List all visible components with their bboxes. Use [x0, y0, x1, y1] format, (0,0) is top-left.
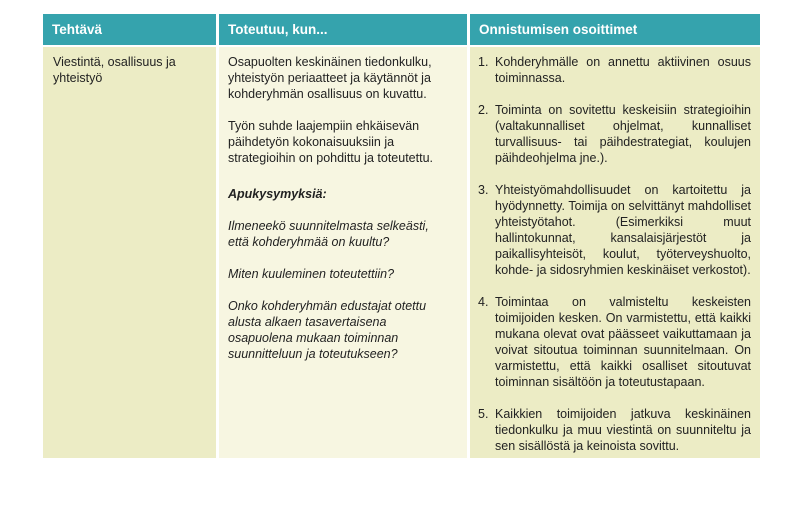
indicator-number: 3. — [478, 183, 489, 197]
indicator-item — [478, 102, 751, 166]
indicators-list — [478, 54, 751, 454]
help-question-2: Miten kuuleminen toteutettiin? — [228, 267, 395, 281]
indicator-number: 2. — [478, 103, 489, 117]
header-task: Tehtävä — [43, 14, 216, 45]
indicator-number: 4. — [478, 295, 489, 309]
indicators-column — [470, 14, 760, 458]
realized-column — [219, 14, 467, 458]
indicator-item — [478, 54, 751, 86]
indicator-item — [478, 182, 751, 278]
task-column — [43, 14, 216, 458]
task-text: Viestintä, osallisuus ja yhteistyö — [53, 55, 176, 85]
indicator-table — [43, 14, 760, 458]
indicator-text: Toimintaa on valmisteltu keskeisten toimijoiden kesken. On varmistettu, että kaikki mukana olevat ovat päässeet vaikuttamaan ja voivat sitoutua toiminnan suunnitelmaan. On varmistettu, että kaikki osalliset sitoutuvat toiminnan sisältöön ja toteutustapaan. — [495, 295, 751, 389]
realized-para-2: Työn suhde laajempiin ehkäisevän päihdetyön kokonaisuuksiin ja strategioihin on pohdittu ja toteutettu. — [228, 119, 434, 165]
indicator-number: 1. — [478, 55, 489, 69]
realized-cell — [219, 47, 467, 458]
help-question-1: Ilmeneekö suunnitelmasta selkeästi, että kohderyhmää on kuultu? — [228, 219, 429, 249]
header-realized: Toteutuu, kun... — [219, 14, 467, 45]
indicator-text: Kaikkien toimijoiden jatkuva keskinäinen tiedonkulku ja muu viestintä on suunniteltu ja sen sisällöstä ja keinoista sovittu. — [495, 407, 751, 453]
indicator-number: 5. — [478, 407, 489, 421]
header-indicators: Onnistumisen osoittimet — [470, 14, 760, 45]
help-question-3: Onko kohderyhmän edustajat otettu alusta alkaen tasavertaisena osapuolena mukaan toiminnan suunnitteluun ja toteutukseen? — [228, 299, 427, 361]
indicator-item — [478, 294, 751, 390]
help-questions-heading: Apukysymyksiä: — [228, 187, 327, 201]
indicator-item — [478, 406, 751, 454]
realized-para-1: Osapuolten keskinäinen tiedonkulku, yhteistyön periaatteet ja käytännöt ja kohderyhmän osallisuus on kuvattu. — [228, 55, 432, 101]
indicator-text: Toiminta on sovitettu keskeisiin strategioihin (valtakunnalliset ohjelmat, kunnalliset turvallisuus- tai päihdestrategiat, koulujen päihdeohjelma jne.). — [495, 103, 751, 165]
task-cell — [43, 47, 216, 458]
indicator-text: Kohderyhmälle on annettu aktiivinen osuus toiminnassa. — [495, 55, 751, 85]
indicators-cell — [470, 47, 760, 458]
indicator-text: Yhteistyömahdollisuudet on kartoitettu ja hyödynnetty. Toimija on selvittänyt mahdolliset yhteistyötahot. (Esimerkiksi muut hallintokunnat, kansalaisjärjestöt ja paikallisyhteisöt, koulut, työterveyshuolto, kohde- ja sidosryhmien keskinäiset verkostot). — [495, 183, 751, 277]
